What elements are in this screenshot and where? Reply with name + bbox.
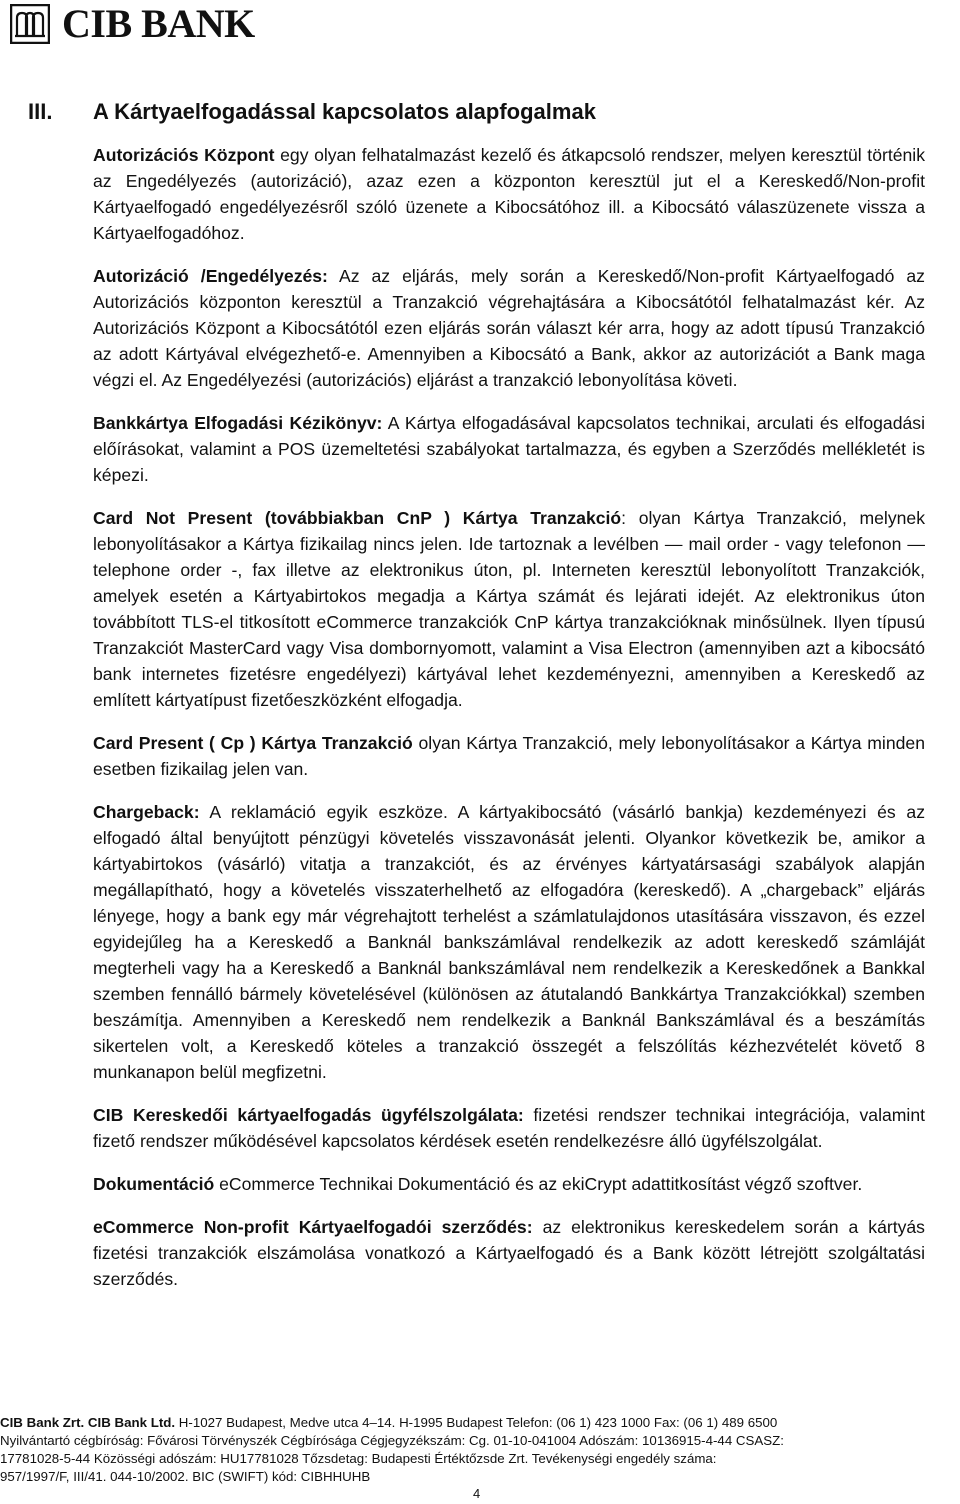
definition-term: CIB Kereskedői kártyaelfogadás ügyfélszolgálata: — [93, 1105, 524, 1125]
page-number: 4 — [473, 1486, 481, 1501]
footer-address: H-1027 Budapest, Medve utca 4–14. H-1995 Budapest Telefon: (06 1) 423 1000 Fax: (06 1) 489 6500 — [175, 1415, 778, 1430]
definition-paragraph — [93, 410, 925, 488]
cib-bank-logo — [10, 1, 255, 46]
footer-line — [0, 1414, 960, 1432]
definition-paragraph — [93, 263, 925, 393]
definition-text: A Kártya elfogadásával kapcsolatos technikai, arculati és elfogadási előírásokat, valamint a POS üzemeltetési szabályokat tartalmazza, és egyben a Szerződés mellékletét is képezi. — [93, 413, 925, 485]
definition-term: Autorizációs Központ — [93, 145, 275, 165]
section-title: A Kártyaelfogadással kapcsolatos alapfogalmak — [93, 99, 596, 124]
page-footer — [0, 1414, 960, 1486]
definition-paragraph — [93, 1102, 925, 1154]
definition-text: az elektronikus kereskedelem során a kártyás fizetési tranzakciók elszámolása vonatkozó a Kártyaelfogadó és a Bank között létrejött szolgáltatási szerződés. — [93, 1217, 925, 1289]
definition-text: egy olyan felhatalmazást kezelő és átkapcsoló rendszer, melyen keresztül történik az Engedélyezés (autorizáció), azaz ezen a központon keresztül jut el a Kereskedő/Non-profit Kártyaelfogadó engedélyezésről szóló üzenete a Kibocsátóhoz ill. a Kibocsátó válaszüzenete vissza a Kártyaelfogadóhoz. — [93, 145, 925, 243]
definition-text: A reklamáció egyik eszköze. A kártyakibocsátó (vásárló bankja) kezdeményezi és az elfogadó által benyújtott pénzügyi követelés visszavonását jelenti. Olyankor következik be, amikor a kártyabirtokos (vásárló) vitatja a tranzakciót, és az érvényes kártyatársasági szabályok alapján megállapítható, hogy a követelés visszaterhelhető az elfogadóra (kereskedő). A „chargeback” eljárás lényege, hogy a bank egy már végrehajtott terhelést a számlatulajdonos utasítására visszavon, és ezzel egyidejűleg ha a Kereskedő a Banknál bankszámlával rendelkezik az adott kereskedő számláját megterheli vagy ha a Kereskedő a Banknál bankszámlával nem rendelkezik a Kereskedőnek a Bankkal szemben fennálló bármely követelésével (különösen az átutalandó Bankkártya Tranzakciókkal) szemben beszámítja. Amennyiben a Kereskedő nem rendelkezik a Banknál Bankszámlával és a beszámítás sikertelen volt, a Kereskedő köteles a tranzakció összegét a felszólítás kézhezvételét követő 8 munkanapon belül megfizetni. — [93, 802, 925, 1082]
definition-term: Autorizáció /Engedélyezés: — [93, 266, 328, 286]
definition-paragraph — [93, 730, 925, 782]
definition-term: Bankkártya Elfogadási Kézikönyv: — [93, 413, 383, 433]
definition-term: Dokumentáció — [93, 1174, 215, 1194]
logo-text: CIB BANK — [62, 1, 255, 46]
definition-text: fizetési rendszer technikai integrációja, valamint fizető rendszer működésével kapcsolatos kérdések esetén rendelkezésre álló ügyfélszolgálat. — [93, 1105, 925, 1151]
definition-paragraph — [93, 1214, 925, 1292]
definition-text: eCommerce Technikai Dokumentáció és az ekiCrypt adattitkosítást végző szoftver. — [214, 1174, 863, 1194]
definition-paragraph — [93, 799, 925, 1085]
definition-text: : olyan Kártya Tranzakció, melynek lebonyolításakor a Kártya fizikailag nincs jelen. Ide tartoznak a levélben — mail order - vagy telefonon — telephone order -, fax illetve az elektronikus úton, pl. Interneten keresztül lebonyolított Tranzakciók, amelyek esetén a Kártyabirtokos megadja a Kártya számát és lejárati idejét. Az elektronikus úton továbbított TLS-el titkosított eCommerce tranzakciók CnP kártya tranzakcióknak minősülnek. Ilyen típusú Tranzakciót MasterCard vagy Visa dombornyomott, valamint a Visa Electron (amennyiben azt a kibocsátó bank internetes fizetésre engedélyezi) kártyával lehet kezdeményezni, amennyiben a Kereskedő az említett kártyatípust fizetőeszközként elfogadja. — [93, 508, 926, 710]
definition-term: eCommerce Non-profit Kártyaelfogadói szerződés: — [93, 1217, 533, 1237]
definition-term: Chargeback: — [93, 802, 200, 822]
footer-line: 957/1997/F, III/41. 044-10/2002. BIC (SWIFT) kód: CIBHHUHB — [0, 1469, 371, 1484]
definition-text: Az az eljárás, mely során a Kereskedő/Non-profit Kártyaelfogadó az Autorizációs központon keresztül a Tranzakció végrehajtására a Kibocsátótól felhatalmazást kér. Az Autorizációs Központ a Kibocsátótól ezen eljárás során választ kér arra, hogy az adott típusú Tranzakció az adott Kártyával elvégezhető-e. Amennyiben a Kibocsátó a Bank, akkor az autorizációt a Bank maga végzi el. Az Engedélyezési (autorizációs) eljárást a tranzakció lebonyolítása követi. — [93, 266, 925, 390]
definition-paragraph — [93, 1171, 925, 1197]
definition-term: Card Not Present (továbbiakban CnP ) Kártya Tranzakció — [93, 508, 622, 528]
definition-paragraph — [93, 142, 925, 246]
footer-line: Nyilvántartó cégbíróság: Fővárosi Törvényszék Cégbírósága Cégjegyzékszám: Cg. 01-10-041004 Adószám: 10136915-4-44 CSASZ: — [0, 1433, 784, 1448]
definition-text: olyan Kártya Tranzakció, mely lebonyolításakor a Kártya minden esetben fizikailag jelen van. — [93, 733, 925, 779]
section-number: III. — [28, 99, 53, 124]
bank-building-icon — [10, 4, 50, 44]
definition-term: Card Present ( Cp ) Kártya Tranzakció — [93, 733, 413, 753]
footer-line: 17781028-5-44 Közösségi adószám: HU17781028 Tőzsdetag: Budapesti Értéktőzsde Zrt. Tevékenységi engedély száma: — [0, 1451, 717, 1466]
definitions-list — [93, 142, 925, 1309]
footer-company: CIB Bank Zrt. CIB Bank Ltd. — [0, 1415, 176, 1430]
definition-paragraph — [93, 505, 925, 713]
